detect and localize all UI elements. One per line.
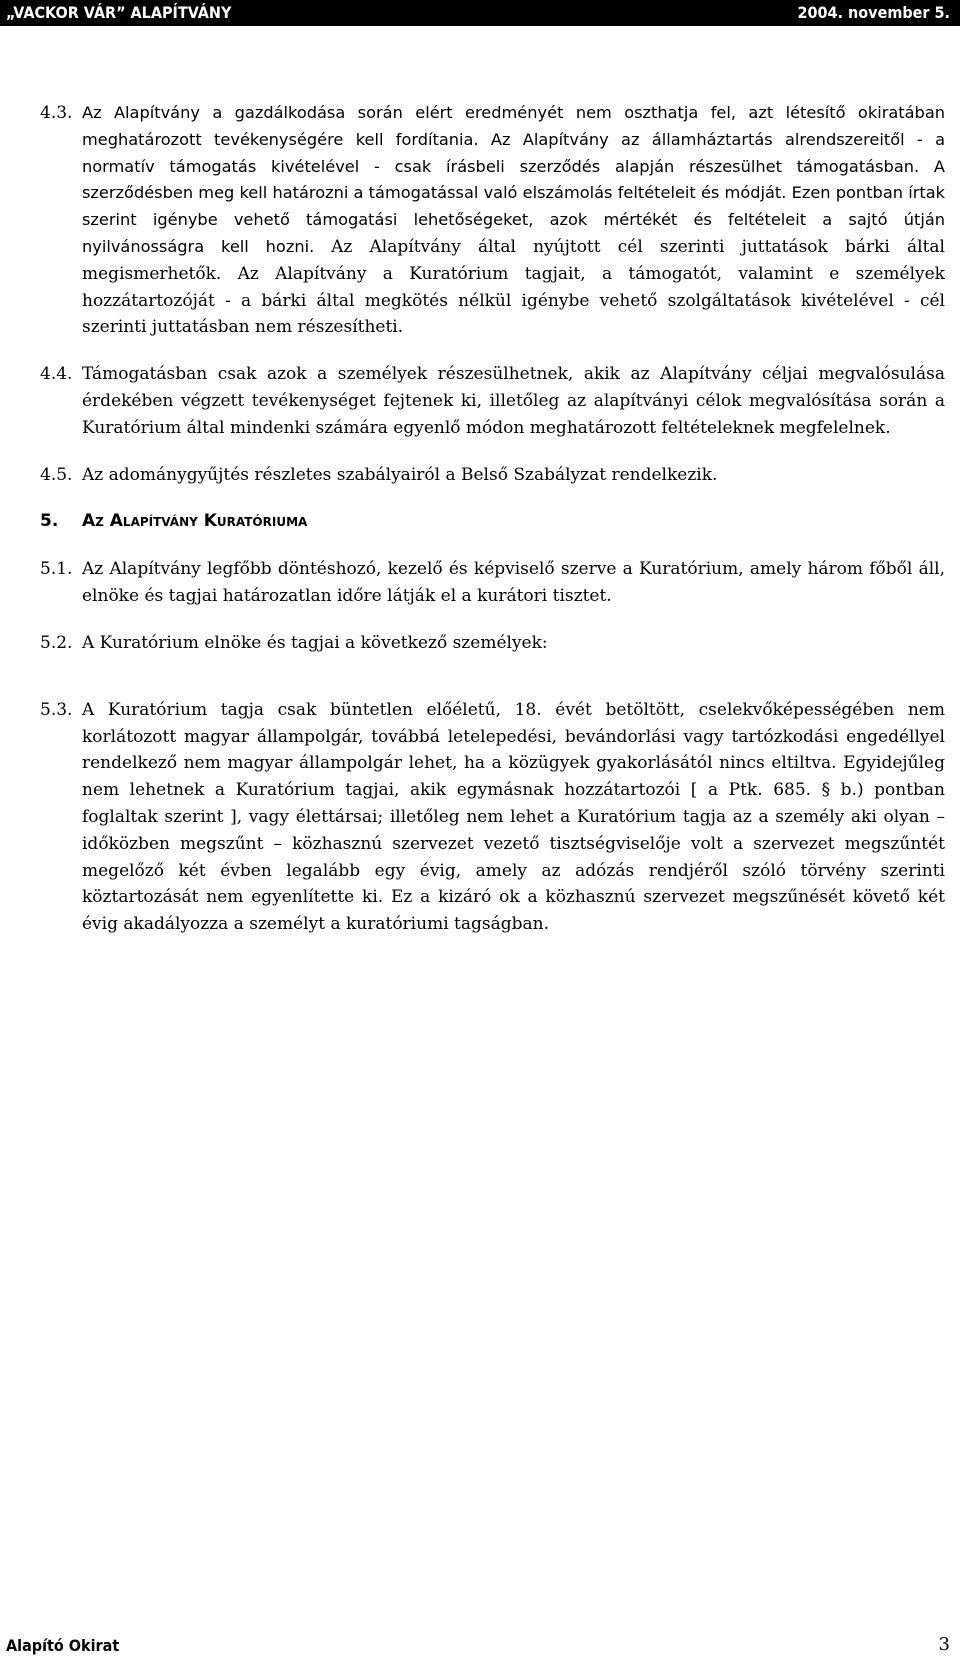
section-number: 4.4. (40, 364, 73, 385)
section-number: 5.1. (40, 559, 73, 580)
header-date: 2004. november 5. (797, 3, 950, 22)
document-body (40, 100, 945, 938)
section-text: Az adománygyűjtés részletes szabályairól a Belső Szabályzat rendelkezik. (82, 464, 718, 485)
section-text: Támogatásban csak azok a személyek részesülhetnek, akik az Alapítvány céljai megvalósulása érdekében végzett tevékenységet fejtenek ki, illetőleg az alapítványi célok megvalósítása során a Kuratórium által mindenki számára egyenlő módon meghatározott feltételeknek megfelelnek. (82, 364, 945, 438)
section-5-1 (40, 556, 945, 610)
chapter-heading-5 (40, 508, 945, 534)
section-number: 4.3. (40, 103, 73, 123)
section-text (82, 100, 945, 341)
section-text-serif: Az Alapítvány által nyújtott cél szerinti juttatások bárki által megismerhetők. Az Alapítvány a Kuratórium tagjait, a támogatót, valamint e személyek hozzátartozóját - a bárki által megkötés nélkül igénybe vehető szolgáltatások kivételével - cél szerinti juttatásban nem részesítheti. (82, 236, 945, 338)
section-text-sans: Az Alapítvány a gazdálkodása során elért eredményét nem oszthatja fel, azt létesítő okiratában meghatározott tevékenységére kell fordítania. Az Alapítvány az államháztartás alrendszereitől - a normatív támogatás kivételével - csak írásbeli szerződés alapján részesülhet támogatásban. A szerződésben meg kell határozni a támogatással való elszámolás feltételeit és módját. Ezen pontban írtak szerint igénybe vehető támogatási lehetőségeket, azok mértékét és feltételeit a sajtó útján nyilvánosságra kell hozni. (82, 103, 945, 256)
header-foundation-name: „VACKOR VÁR” ALAPÍTVÁNY (6, 3, 232, 22)
footer-document-title: Alapító Okirat (6, 1636, 120, 1655)
section-text: A Kuratórium elnöke és tagjai a következő személyek: (82, 632, 548, 653)
page-footer (0, 1625, 960, 1655)
section-number: 5.2. (40, 632, 73, 653)
section-5-3 (40, 697, 945, 938)
section-5-2 (40, 630, 945, 657)
section-text: A Kuratórium tagja csak büntetlen előéletű, 18. évét betöltött, cselekvőképességében nem korlátozott magyar állampolgár, továbbá letelepedési, bevándorlási vagy tartózkodási engedéllyel rendelkező nem magyar állampolgár lehet, ha a közügyek gyakorlásától nincs eltiltva. Egyidejűleg nem lehetnek a Kuratórium tagjai, akik egymásnak hozzátartozói [ a Ptk. 685. § b.) pontban foglaltak szerint ], vagy élettársai; illetőleg nem lehet a Kuratórium tagja az a személy aki olyan – időközben megszűnt – közhasznú szervezet vezető tisztségviselője volt a szervezet megszűntét megelőző két évben legalább egy évig, amely az adózás rendjéről szóló törvény szerinti köztartozását nem egyenlítette ki. Ez a kizáró ok a közhasznú szervezet megszűnését követő két évig akadályozza a személyt a kuratóriumi tagságban. (82, 699, 945, 935)
section-4-5 (40, 462, 945, 489)
section-4-4 (40, 361, 945, 441)
section-4-3 (40, 100, 945, 341)
page-number: 3 (938, 1634, 950, 1655)
chapter-number: 5. (40, 511, 59, 532)
section-number: 5.3. (40, 699, 73, 720)
section-number: 4.5. (40, 464, 73, 485)
page-header (0, 0, 960, 26)
chapter-title: Az Alapítvány Kuratóriuma (82, 511, 308, 532)
section-text: Az Alapítvány legfőbb döntéshozó, kezelő és képviselő szerve a Kuratórium, amely három főből áll, elnöke és tagjai határozatlan időre látják el a kurátori tisztet. (82, 559, 945, 607)
